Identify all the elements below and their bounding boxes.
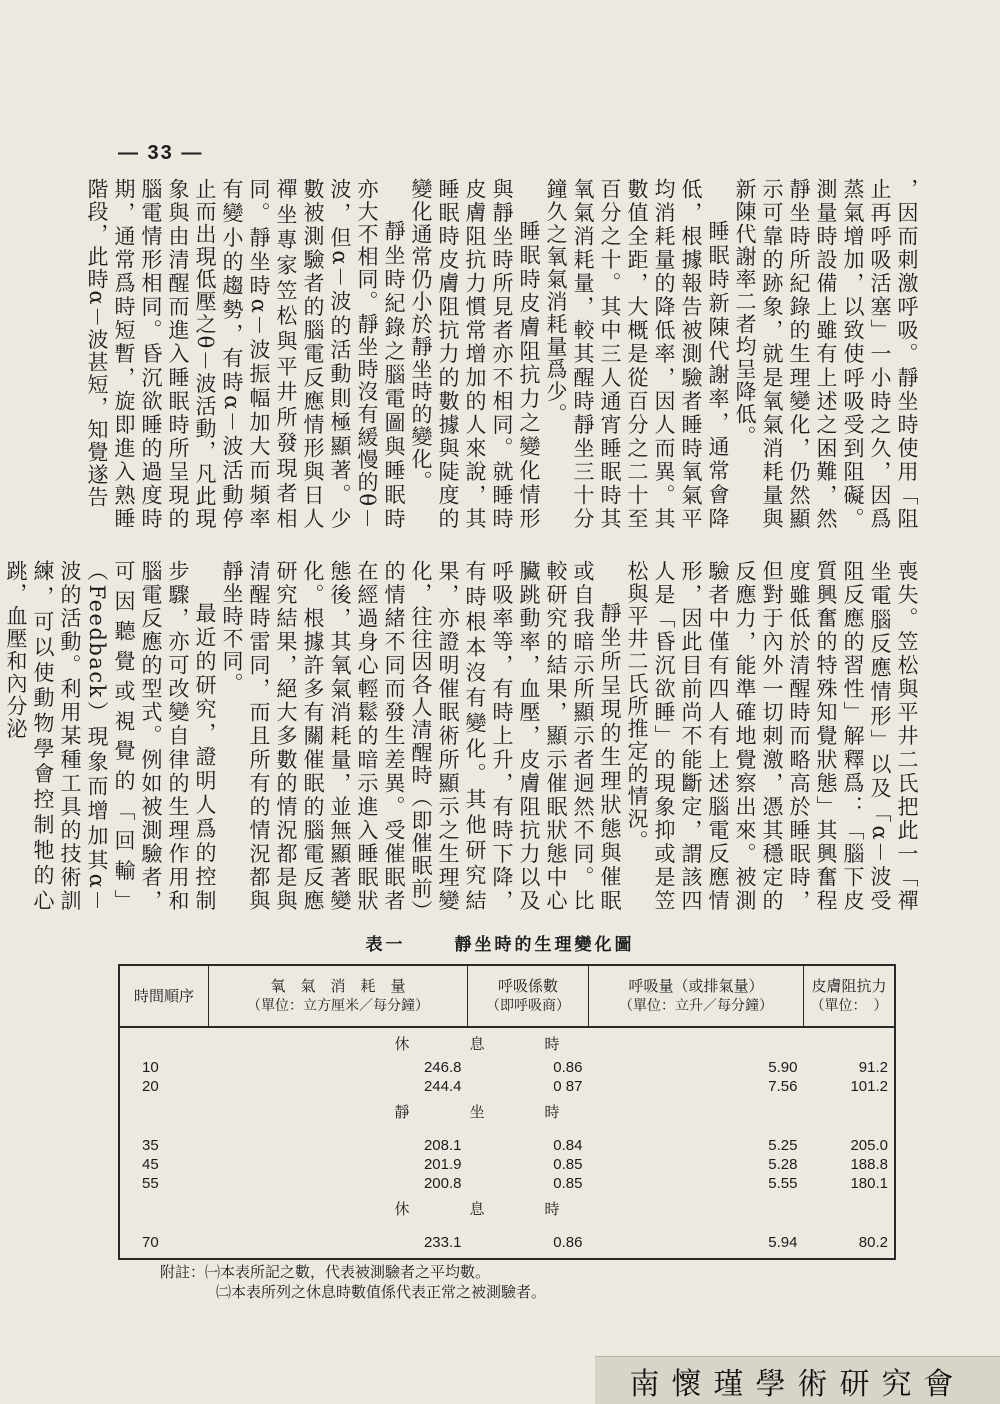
- section-label: 休息時: [394, 1199, 620, 1218]
- header-skin-label: 皮膚阻抗力: [811, 977, 887, 995]
- cell-oxygen: 246.8: [423, 1059, 462, 1076]
- spacer-cell: [120, 1223, 894, 1233]
- cell-time: 10: [142, 1059, 159, 1076]
- header-resp-coef-label: 呼吸係數: [497, 977, 558, 995]
- header-resp-coef-unit: （即呼吸商）: [486, 998, 570, 1014]
- table-title: [0, 930, 1000, 955]
- table-number: 表一: [365, 935, 406, 955]
- table-row: [120, 1136, 894, 1155]
- cell-resp-coef: 0.86: [553, 1059, 583, 1076]
- footnote-1: 附註：㈠本表所記之數，代表被測驗者之平均數。: [160, 1263, 491, 1281]
- header-oxygen: [209, 966, 468, 1027]
- header-time: 時間順序: [120, 966, 209, 1027]
- header-skin: [804, 966, 895, 1027]
- cell-oxygen: 200.8: [423, 1175, 462, 1192]
- cell-time: 70: [142, 1234, 159, 1251]
- cell-resp-vol: 5.55: [768, 1175, 798, 1192]
- data-table: [118, 964, 896, 1260]
- header-oxygen-label: 氧 氣 消 耗 量: [270, 977, 406, 995]
- table-row: [120, 1233, 894, 1252]
- cell-skin: 188.8: [850, 1156, 888, 1173]
- cell-time: 35: [142, 1137, 159, 1154]
- paragraph: 睡眠時皮膚阻抗力之變化情形與靜坐時所見者亦不相同。就睡時皮膚阻抗力慣常增加的人來說，其睡眠時皮膚阻抗力的數據與陡度的變化通常仍小於靜坐時的變化。: [409, 178, 541, 530]
- section-row: [120, 1096, 894, 1126]
- section-row: [120, 1027, 894, 1058]
- paragraph: ，因而刺激呼吸。靜坐時使用「阻止再呼吸活塞」一小時之久，因爲蒸氣增加，以致使呼吸受到阻礙。測量時設備上雖有上述之困難，然靜坐時所紀錄的生理變化，仍然顯示可靠的跡象，就是氧氣消耗量與新陳代謝率二者均呈降低。: [733, 178, 919, 530]
- cell-resp-vol: 5.28: [768, 1156, 798, 1173]
- section-row: [120, 1193, 894, 1223]
- cell-oxygen: 244.4: [423, 1078, 462, 1095]
- cell-time: 20: [142, 1078, 159, 1095]
- section-label: 休息時: [394, 1034, 620, 1053]
- header-resp-vol-label: 呼吸量（或排氣量）: [628, 977, 764, 995]
- text-column-upper: [85, 178, 920, 530]
- header-oxygen-unit: （單位：立方厘米／每分鐘）: [247, 998, 429, 1014]
- cell-skin: 80.2: [858, 1234, 888, 1251]
- cell-resp-coef: 0.86: [553, 1234, 583, 1251]
- cell-resp-coef: 0.84: [553, 1137, 583, 1154]
- cell-resp-vol: 5.25: [768, 1137, 798, 1154]
- paragraph: 靜坐所呈現的生理狀態與催眠或自我暗示所顯示者迥然不同。比較研究的結果，顯示催眠狀態中心臟跳動率，血壓，皮膚阻抗力以及呼吸率等，有時上升，有時下降，有時根本沒有變化。其他研究結果，亦證明催眠術所顯示之生理變化，往往因各人清醒時（即催眠前）的情緒不同而發生差異。受催眠者在經過身心輕鬆的暗示進入睡眠狀態後，其氧氣消耗量，並無顯著變化。根據許多有關催眠的腦電反應研究結果，絕大多數的情況都是與清醒時雷同，而且所有的情況都與靜坐時不同。: [220, 560, 622, 912]
- cell-oxygen: 233.1: [423, 1234, 462, 1251]
- paragraph: 最近的研究，證明人爲的控制步驟，亦可改變自律的生理作用和腦電反應的型式。例如被測驗者，可因聽覺或視覺的「回輸」（Feedback）現象而增加其α－波的活動。利用某種工具的技術訓練，可以使動物學會控制牠的心跳，血壓和內分泌: [4, 560, 217, 912]
- cell-resp-coef: 0 87: [553, 1078, 583, 1095]
- spacer-row: [120, 1223, 894, 1233]
- section-label: 靜坐時: [394, 1102, 620, 1121]
- cell-resp-vol: 5.94: [768, 1234, 798, 1251]
- cell-resp-vol: 7.56: [768, 1078, 798, 1095]
- cell-skin: 205.0: [850, 1137, 888, 1154]
- cell-time: 45: [142, 1156, 159, 1173]
- publisher-seal: 南懷瑾學術研究會: [595, 1356, 1000, 1404]
- cell-resp-coef: 0.85: [553, 1156, 583, 1173]
- header-resp-vol: [589, 966, 804, 1027]
- footnote-2: ㈡本表所列之休息時數值係代表正常之被測驗者。: [216, 1283, 547, 1301]
- table-header-row: [120, 966, 894, 1027]
- header-resp-coef: [468, 966, 589, 1027]
- header-resp-vol-unit: （單位：立升／每分鐘）: [619, 998, 773, 1014]
- cell-time: 55: [142, 1175, 159, 1192]
- table-row: [120, 1174, 894, 1193]
- cell-oxygen: 208.1: [423, 1137, 462, 1154]
- table-caption: 靜坐時的生理變化圖: [454, 935, 635, 955]
- page-number: — 33 —: [118, 142, 204, 164]
- cell-skin: 101.2: [850, 1078, 888, 1095]
- spacer-row: [120, 1126, 894, 1136]
- cell-resp-vol: 5.90: [768, 1059, 798, 1076]
- spacer-cell: [120, 1126, 894, 1136]
- paragraph: 靜坐時紀錄之腦電圖與睡眠時亦大不相同。靜坐時沒有緩慢的θ－波，但α－波的活動則極顯著。少數被測驗者的腦電反應情形與日人禪坐專家笠松與平井所發現者相同。靜坐時α－波振幅加大而頻率有變小的趨勢，有時α－波活動停止而出現低壓之θ－波活動，凡此現象與由清醒而進入睡眠時所呈現的腦電情形相同。昏沉欲睡的過度時期，通常爲時短暫，旋即進入熟睡階段，此時α－波甚短，知覺遂告: [85, 178, 406, 530]
- header-skin-unit: （單位： ）: [810, 998, 888, 1014]
- table-row: [120, 1155, 894, 1174]
- table-row: [120, 1058, 894, 1077]
- cell-skin: 91.2: [858, 1059, 888, 1076]
- table-row: [120, 1077, 894, 1096]
- cell-skin: 180.1: [850, 1175, 888, 1192]
- paragraph: 睡眠時新陳代謝率，通常會降低，根據報告被測驗者睡時氧氣平均消耗量的降低率，因人而異。其數值全距，大概是從百分之二十至百分之十。其中三人通宵睡眠時其氧氣消耗量，較其醒時靜坐三十分鐘久之氧氣消耗量爲少。: [544, 178, 730, 530]
- footnotes: [160, 1262, 546, 1302]
- paragraph: 喪失。笠松與平井二氏把此一「禪坐電腦反應情形」以及「α－波受阻反應的習性」解釋爲：「腦下皮質興奮的特殊知覺狀態」其興奮程度雖低於清醒時而略高於睡眠時，但對于內外一切刺激，憑其穩定的反應力，能準確地覺察出來。被測驗者中僅有四人有上述腦電反應情形，因此目前尚不能斷定，謂該四人是「昏沉欲睡」的現象抑或是笠松與平井二氏所推定的情況。: [625, 560, 919, 912]
- cell-resp-coef: 0.85: [553, 1175, 583, 1192]
- cell-oxygen: 201.9: [423, 1156, 462, 1173]
- text-column-lower: [4, 560, 920, 912]
